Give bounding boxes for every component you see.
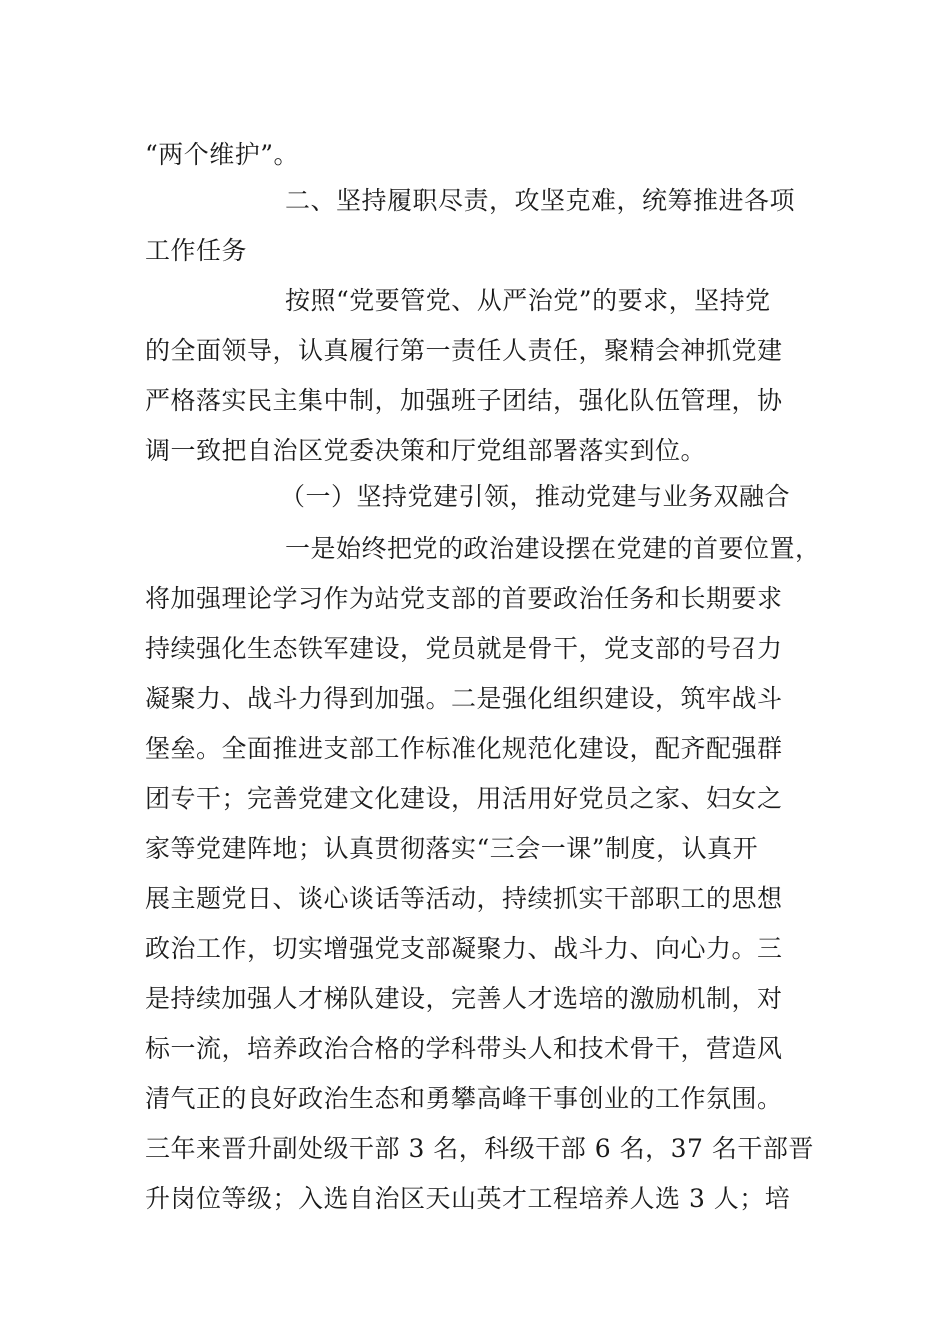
paragraph-line: 升岗位等级；入选自治区天山英才工程培养人选 3 人；培	[145, 1184, 791, 1213]
section-heading-continued: 工作任务	[145, 236, 248, 265]
paragraph-line: 家等党建阵地；认真贯彻落实“三会一课”制度，认真开	[145, 834, 759, 863]
paragraph-line: 将加强理论学习作为站党支部的首要政治任务和长期要求	[145, 584, 783, 613]
paragraph-line: 一是始终把党的政治建设摆在党建的首要位置，	[285, 534, 821, 563]
paragraph-line: 严格落实民主集中制，加强班子团结，强化队伍管理，协	[145, 386, 783, 415]
paragraph-line: 的全面领导，认真履行第一责任人责任，聚精会神抓党建	[145, 336, 783, 365]
subsection-heading: （一）坚持党建引领，推动党建与业务双融合	[280, 482, 791, 511]
paragraph-line: 展主题党日、谈心谈话等活动，持续抓实干部职工的思想	[145, 884, 783, 913]
paragraph-line: 按照“党要管党、从严治党”的要求，坚持党	[285, 286, 771, 315]
paragraph-line: 清气正的良好政治生态和勇攀高峰干事创业的工作氛围。	[145, 1084, 783, 1113]
section-heading: 二、坚持履职尽责，攻坚克难，统筹推进各项	[285, 186, 796, 215]
paragraph-line: 是持续加强人才梯队建设，完善人才选培的激励机制，对	[145, 984, 783, 1013]
paragraph-line: 凝聚力、战斗力得到加强。二是强化组织建设，筑牢战斗	[145, 684, 783, 713]
paragraph-line: 三年来晋升副处级干部 3 名，科级干部 6 名，37 名干部晋	[145, 1134, 814, 1163]
paragraph-line: 团专干；完善党建文化建设，用活用好党员之家、妇女之	[145, 784, 783, 813]
paragraph-line: “两个维护”。	[145, 140, 300, 169]
paragraph-line: 堡垒。全面推进支部工作标准化规范化建设，配齐配强群	[145, 734, 783, 763]
paragraph-line: 标一流，培养政治合格的学科带头人和技术骨干，营造风	[145, 1034, 783, 1063]
paragraph-line: 政治工作，切实增强党支部凝聚力、战斗力、向心力。三	[145, 934, 783, 963]
paragraph-line: 持续强化生态铁军建设，党员就是骨干，党支部的号召力	[145, 634, 783, 663]
paragraph-line: 调一致把自治区党委决策和厅党组部署落实到位。	[145, 436, 707, 465]
